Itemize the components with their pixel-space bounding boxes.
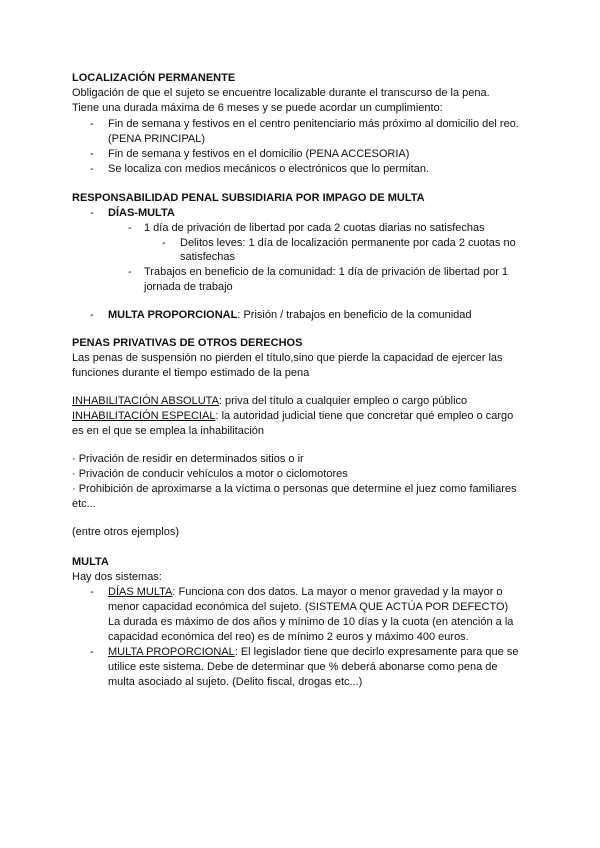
- inhabilitacion-absoluta-text: : priva del título a cualquier empleo o cargo público: [218, 395, 468, 407]
- list-dash: -: [90, 163, 94, 175]
- section-title-penas-privativas: PENAS PRIVATIVAS DE OTROS DERECHOS: [72, 337, 303, 349]
- bullet-item: · Privación de conducir vehículos a motor o ciclomotores: [72, 468, 348, 480]
- section-title-multa: MULTA: [72, 556, 109, 568]
- list-item-continuation: jornada de trabajo: [144, 281, 233, 293]
- list-item-continuation: utilice este sistema. Debe de determinar que % deberá abonarse como pena de: [108, 661, 498, 673]
- list-item: 1 día de privación de libertad por cada 2 cuotas diarias no satisfechas: [144, 222, 485, 234]
- list-dash: -: [90, 586, 94, 598]
- paragraph: Obligación de que el sujeto se encuentre localizable durante el transcurso de la pena.: [72, 87, 490, 99]
- paragraph: funciones durante el tiempo estimado de la pena: [72, 367, 310, 379]
- list-dash: -: [90, 309, 94, 321]
- list-item-continuation: satisfechas: [180, 251, 236, 263]
- inhabilitacion-especial-text: : la autoridad judicial tiene que concretar qué empleo o cargo: [215, 410, 514, 422]
- bullet-item-continuation: etc...: [72, 498, 96, 510]
- list-dash: -: [90, 646, 94, 658]
- list-item: Delitos leves: 1 día de localización permanente por cada 2 cuotas no: [180, 237, 516, 249]
- paragraph: Las penas de suspensión no pierden el título,sino que pierde la capacidad de ejercer las: [72, 352, 503, 364]
- inhabilitacion-absoluta-label: INHABILITACIÓN ABSOLUTA: [72, 395, 219, 407]
- list-item: Se localiza con medios mecánicos o electrónicos que lo permitan.: [108, 163, 429, 175]
- list-item: Fin de semana y festivos en el centro penitenciario más próximo al domicilio del reo.: [108, 118, 519, 130]
- paragraph: Hay dos sistemas:: [72, 571, 162, 583]
- list-item-continuation: menor capacidad económica del sujeto. (SISTEMA QUE ACTÚA POR DEFECTO): [108, 601, 509, 613]
- list-item-continuation: (PENA PRINCIPAL): [108, 133, 205, 145]
- paragraph: [72, 409, 513, 423]
- list-item: [108, 308, 472, 322]
- inhabilitacion-especial-label: INHABILITACIÓN ESPECIAL: [72, 410, 216, 422]
- dias-multa-label: DÍAS-MULTA: [108, 207, 175, 219]
- paragraph: Tiene una durada máxima de 6 meses y se puede acordar un cumplimiento:: [72, 102, 443, 114]
- list-item-continuation: La durada es máximo de dos años y mínimo de 10 días y la cuota (en atención a la: [108, 616, 514, 628]
- list-dash: -: [162, 237, 166, 249]
- list-item: [108, 645, 518, 659]
- section-title-localizacion: LOCALIZACIÓN PERMANENTE: [72, 72, 236, 84]
- bullet-item: · Privación de residir en determinados sitios o ir: [72, 453, 304, 465]
- multa-proporcional-label: MULTA PROPORCIONAL: [108, 309, 238, 321]
- dias-multa-system-label: DÍAS MULTA: [108, 586, 173, 598]
- list-dash: -: [90, 118, 94, 130]
- list-item-text: : Funciona con dos datos. La mayor o menor gravedad y la mayor o: [172, 586, 503, 598]
- paragraph: [72, 394, 467, 408]
- section-title-responsabilidad: RESPONSABILIDAD PENAL SUBSIDIARIA POR IMPAGO DE MULTA: [72, 192, 425, 204]
- list-item: Trabajos en beneficio de la comunidad: 1 día de privación de libertad por 1: [144, 266, 509, 278]
- list-item-continuation: capacidad económica del reo) es de mínimo 2 euros y máximo 400 euros.: [108, 631, 469, 643]
- note: (entre otros ejemplos): [72, 526, 179, 538]
- multa-proporcional-text: : Prisión / trabajos en beneficio de la comunidad: [237, 309, 472, 321]
- list-item: [108, 585, 503, 599]
- list-item: Fin de semana y festivos en el domicilio (PENA ACCESORIA): [108, 148, 410, 160]
- list-item-text: : El legislador tiene que decirlo expresamente para que se: [234, 646, 519, 658]
- list-dash: -: [90, 148, 94, 160]
- bullet-item: · Prohibición de aproximarse a la víctima o personas que determine el juez como familiares: [72, 483, 517, 495]
- list-dash: -: [128, 266, 132, 278]
- multa-proporcional-system-label: MULTA PROPORCIONAL: [108, 646, 235, 658]
- list-item-continuation: multa asociado al sujeto. (Delito fiscal, drogas etc...): [108, 676, 363, 688]
- list-dash: -: [128, 222, 132, 234]
- list-dash: -: [90, 207, 94, 219]
- paragraph: es en el que se emplea la inhabilitación: [72, 425, 265, 437]
